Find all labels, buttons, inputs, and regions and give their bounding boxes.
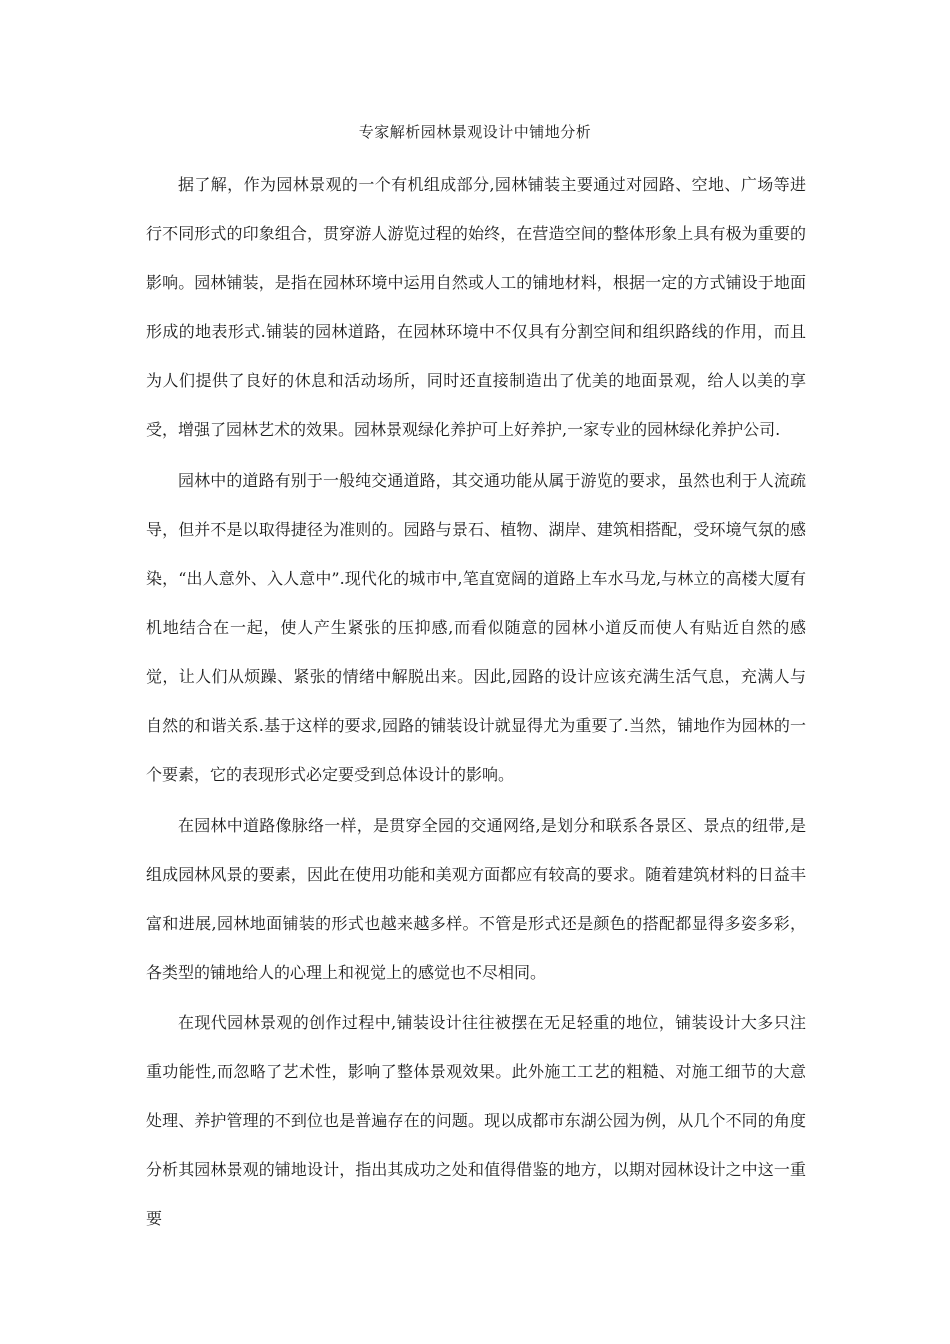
paragraph-3: [146, 801, 806, 997]
paragraph-text: 据了解，作为园林景观的一个有机组成部分,园林铺装主要通过对园路、空地、广场等进行不同形式的印象组合，贯穿游人游览过程的始终，在营造空间的整体形象上具有极为重要的影响。园林铺装，是指在园林环境中运用自然或人工的铺地材料，根据一定的方式铺设于地面形成的地表形式.铺装的园林道路，在园林环境中不仅具有分割空间和组织路线的作用，而且为人们提供了良好的休息和活动场所，同时还直接制造出了优美的地面景观，给人以美的享受，增强了园林艺术的效果。园林景观绿化养护可上好养护,一家专业的园林绿化养护公司.: [146, 175, 806, 439]
paragraph-1: [146, 160, 806, 454]
document-title: 专家解析园林景观设计中铺地分析: [358, 123, 592, 141]
paragraph-text: 园林中的道路有别于一般纯交通道路，其交通功能从属于游览的要求，虽然也利于人流疏导，但并不是以取得捷径为准则的。园路与景石、植物、湖岸、建筑相搭配，受环境气氛的感染，“出人意外、入人意中”.现代化的城市中,笔直宽阔的道路上车水马龙,与林立的高楼大厦有机地结合在一起，使人产生紧张的压抑感,而看似随意的园林小道反而使人有贴近自然的感觉，让人们从烦躁、紧张的情绪中解脱出来。因此,园路的设计应该充满生活气息，充满人与自然的和谐关系.基于这样的要求,园路的铺装设计就显得尤为重要了.当然，铺地作为园林的一个要素，它的表现形式必定要受到总体设计的影响。: [146, 471, 806, 784]
paragraph-text: 在园林中道路像脉络一样，是贯穿全园的交通网络,是划分和联系各景区、景点的纽带,是组成园林风景的要素，因此在使用功能和美观方面都应有较高的要求。随着建筑材料的日益丰富和进展,园林地面铺装的形式也越来越多样。不管是形式还是颜色的搭配都显得多姿多彩，各类型的铺地给人的心理上和视觉上的感觉也不尽相同。: [146, 816, 806, 982]
paragraph-2: [146, 456, 806, 799]
paragraph-text: 在现代园林景观的创作过程中,铺装设计往往被摆在无足轻重的地位，铺装设计大多只注重功能性,而忽略了艺术性，影响了整体景观效果。此外施工工艺的粗糙、对施工细节的大意处理、养护管理的不到位也是普遍存在的问题。现以成都市东湖公园为例，从几个不同的角度分析其园林景观的铺地设计，指出其成功之处和值得借鉴的地方，以期对园林设计之中这一重要: [146, 1013, 806, 1228]
paragraph-4: [146, 998, 806, 1243]
